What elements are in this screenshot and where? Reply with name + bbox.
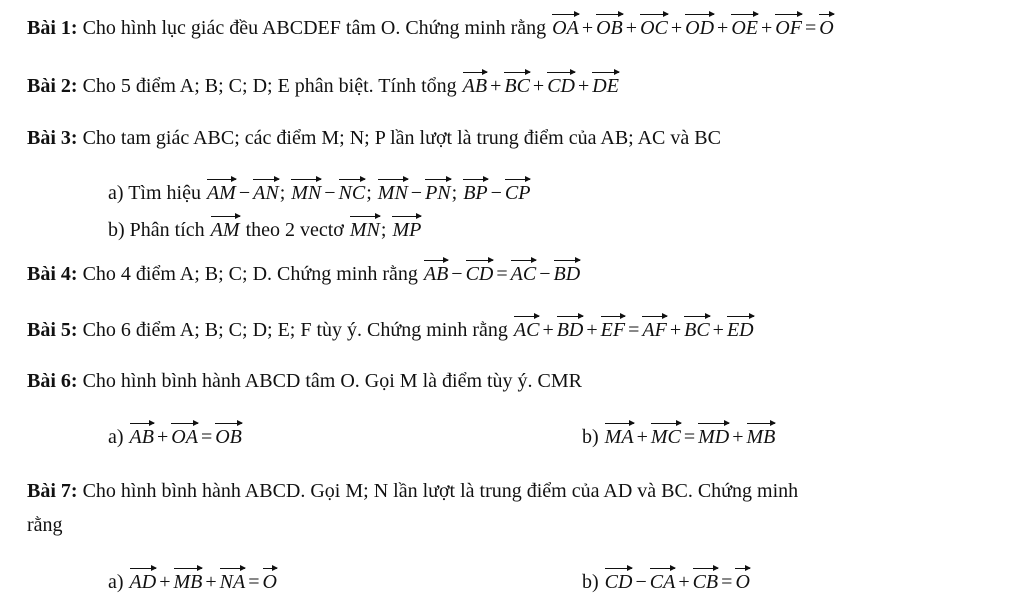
vector-label: BD [553,263,581,285]
math-operator: = [200,426,213,448]
vector-label: MD [698,426,730,448]
math-operator: + [760,17,773,39]
vector-arrow [554,260,581,261]
vector [424,258,448,284]
vector-label: AD [129,571,157,593]
vector-label: OF [775,17,802,39]
vector-label: MB [173,571,203,593]
vector [601,314,625,340]
vector-arrow [727,316,754,317]
problem-text-continued: rằng [27,514,63,536]
vector-am [210,219,241,241]
vector-equation [513,319,755,341]
vector-arrow [747,423,776,424]
problem-7-part-b [582,566,751,595]
vector-label: OA [552,17,579,39]
vector-arrow [775,14,802,15]
vector-equation [129,571,278,593]
vector-label: MN [377,182,408,204]
vector-arrow [596,14,623,15]
math-operator: + [586,319,598,341]
vector [605,566,633,592]
math-operator: ; [380,219,387,241]
vector-arrow [592,72,619,73]
math-operator: − [238,182,251,204]
vector-arrow [263,568,277,569]
vector [207,177,236,203]
vector [174,566,203,592]
vector-arrow [640,14,668,15]
part-marker: a) [108,571,124,593]
problem-7 [27,478,1016,504]
math-operator: − [539,263,551,285]
vector-label: MA [604,426,634,448]
problem-label: Bài 7: [27,480,78,502]
vector-label: AC [510,263,537,285]
problem-label: Bài 4: [27,263,78,285]
vector-arrow [505,179,531,180]
vector [596,12,623,38]
vector [263,566,277,592]
vector-equation [551,17,835,39]
problem-text: Cho tam giác ABC; các điểm M; N; P lần lượt là trung điểm của AB; AC và BC [82,127,721,149]
vector [425,177,451,203]
vector-label: AC [513,319,540,341]
vector-label: OB [215,426,242,448]
vector-arrow [735,568,749,569]
vector-arrow [605,568,633,569]
vector-equation [604,571,751,593]
vector [684,314,710,340]
math-operator: + [712,319,724,341]
math-operator: − [410,182,423,204]
math-operator: + [205,571,217,593]
math-operator: − [490,182,502,204]
math-operator: + [490,75,502,97]
vector-label: BC [684,319,710,341]
vector [463,177,487,203]
vector-label: CA [649,571,676,593]
vector-arrow [291,179,321,180]
vector-label: BD [556,319,584,341]
math-operator: = [721,571,733,593]
problem-5 [27,314,1016,343]
vector [554,258,581,284]
vector-arrow [130,423,154,424]
vector [211,214,240,240]
vector-arrow [378,179,408,180]
vector [727,314,754,340]
math-operator: + [625,17,638,39]
part-text: Phân tích [129,219,210,241]
vector [220,566,246,592]
vector-label: OA [171,426,198,448]
part-marker: a) [108,426,124,448]
math-operator: + [670,17,683,39]
problem-label: Bài 1: [27,17,78,39]
vector-label: CD [604,571,633,593]
vector-label: AB [129,426,154,448]
vector-label: CP [504,182,531,204]
problem-text: Cho 6 điểm A; B; C; D; E; F tùy ý. Chứng minh rằng [82,319,513,341]
vector [466,258,494,284]
vector-arrow [693,568,719,569]
vector [651,421,681,447]
vector-arrow [220,568,246,569]
vector-arrow [557,316,584,317]
vector-label: EF [600,319,626,341]
problem-2 [27,70,1016,99]
vector-arrow [130,568,157,569]
vector-label: NC [338,182,366,204]
vector [463,70,487,96]
problem-text: Cho hình bình hành ABCD tâm O. Gọi M là điểm tùy ý. CMR [82,370,583,392]
vector-arrow [514,316,540,317]
vector-arrow [207,179,236,180]
vector-label: BC [504,75,530,97]
part-text-mid: theo 2 vectơ [245,219,349,241]
math-operator: + [159,571,171,593]
vector [605,421,634,447]
vector-arrow [605,423,634,424]
math-operator: + [636,426,648,448]
math-operator: ; [279,182,286,204]
problem-label: Bài 6: [27,370,78,392]
vector [514,314,540,340]
problem-6-part-a [108,421,1016,450]
math-operator: − [635,571,647,593]
vector-arrow [819,14,833,15]
math-operator: + [669,319,682,341]
math-operator: + [717,17,729,39]
vector-label: CB [692,571,719,593]
vector [350,214,380,240]
math-operator: + [532,75,545,97]
vector [685,12,714,38]
math-operator [386,219,391,241]
vector [392,214,421,240]
vector-arrow [211,216,240,217]
vector-arrow [424,260,448,261]
vector [552,12,579,38]
math-operator: + [578,75,590,97]
math-operator: = [496,263,508,285]
part-text: Tìm hiệu [128,182,206,204]
vector-arrow [466,260,494,261]
math-operator: + [581,17,594,39]
problem-label: Bài 5: [27,319,78,341]
math-operator: + [732,426,744,448]
vector [698,421,729,447]
vector [650,566,676,592]
vector-label: O [262,571,277,593]
basis-vectors [349,219,422,241]
vector-label: AN [253,182,279,204]
math-operator: − [324,182,336,204]
vector-label: O [735,571,750,593]
vector-label: CD [465,263,494,285]
vector-label: MB [746,426,776,448]
part-marker: a) [108,182,124,204]
vector [130,421,154,447]
vector-label: AF [642,319,667,341]
vector-arrow [392,216,421,217]
vector-arrow [642,316,666,317]
math-operator: + [678,571,690,593]
vector [693,566,719,592]
vector-arrow [547,72,575,73]
math-operator: ; [366,182,372,204]
vector [253,177,279,203]
vector-arrow [651,423,681,424]
problem-label: Bài 3: [27,127,78,149]
vector [378,177,408,203]
vector-arrow [215,423,242,424]
vector-arrow [698,423,729,424]
vector-label: MP [392,219,422,241]
vector-label: AM [210,219,240,241]
vector [339,177,366,203]
problem-3 [27,125,1016,151]
vector-equation [129,426,243,448]
vector [291,177,321,203]
vector-label: AB [423,263,449,285]
vector-label: PN [425,182,451,204]
math-operator: ; [451,182,458,204]
vector [505,177,531,203]
vector-label: OE [731,17,758,39]
vector-arrow [601,316,625,317]
math-operator: + [156,426,169,448]
vector [775,12,802,38]
vector-arrow [171,423,198,424]
math-operator [372,182,377,204]
problem-label: Bài 2: [27,75,78,97]
vector [557,314,584,340]
vector [504,70,530,96]
part-marker: b) [582,426,599,448]
vector-label: BP [463,182,488,204]
vector-label: OC [640,17,668,39]
problem-text: Cho 5 điểm A; B; C; D; E phân biệt. Tính tổng [82,75,462,97]
math-operator: − [451,263,463,285]
vector-arrow [339,179,366,180]
math-operator: + [542,319,554,341]
vector-arrow [253,179,279,180]
problem-1 [27,12,1016,41]
part-marker: b) [108,219,125,241]
math-operator [457,182,462,204]
problem-7-continued [27,512,1016,538]
vector-arrow [425,179,451,180]
problem-4 [27,258,1016,287]
problem-6 [27,368,1016,394]
vector-arrow [463,72,487,73]
vector [819,12,833,38]
vector [735,566,749,592]
vector-arrow [174,568,203,569]
math-operator: = [248,571,260,593]
vector-label: AM [206,182,236,204]
vector-label: OD [685,17,715,39]
vector [171,421,198,447]
vector [511,258,537,284]
math-operator [285,182,290,204]
vector-equation [604,426,777,448]
problem-3-part-a [108,177,1016,206]
vector-differences [206,182,532,204]
vector-label: MN [291,182,322,204]
vector-sum [462,75,620,97]
vector [640,12,668,38]
vector-label: O [819,17,834,39]
problem-text: Cho hình bình hành ABCD. Gọi M; N lần lượt là trung điểm của AD và BC. Chứng minh [82,480,799,502]
math-operator: = [628,319,640,341]
vector [215,421,242,447]
vector-arrow [463,179,487,180]
vector-arrow [684,316,710,317]
vector [642,314,666,340]
vector [747,421,776,447]
vector [731,12,758,38]
vector-label: DE [592,75,619,97]
vector-label: NA [219,571,246,593]
vector [547,70,575,96]
vector-equation [423,263,581,285]
vector-label: OB [596,17,623,39]
part-marker: b) [582,571,599,593]
vector [130,566,157,592]
problem-7-part-a [108,566,1016,595]
vector-arrow [685,14,714,15]
vector-arrow [731,14,758,15]
math-operator: = [683,426,696,448]
vector-arrow [650,568,676,569]
vector-label: AB [462,75,488,97]
problem-text: Cho 4 điểm A; B; C; D. Chứng minh rằng [82,263,423,285]
problem-3-part-b [108,214,1016,243]
vector-label: MN [349,219,380,241]
vector-arrow [511,260,537,261]
problem-6-part-b [582,421,776,450]
vector-label: ED [726,319,754,341]
math-operator: = [804,17,817,39]
vector [592,70,619,96]
vector-arrow [504,72,530,73]
vector-label: CD [547,75,575,97]
problem-text: Cho hình lục giác đều ABCDEF tâm O. Chứng minh rằng [82,17,552,39]
vector-label: MC [650,426,681,448]
vector-arrow [350,216,380,217]
vector-arrow [552,14,579,15]
